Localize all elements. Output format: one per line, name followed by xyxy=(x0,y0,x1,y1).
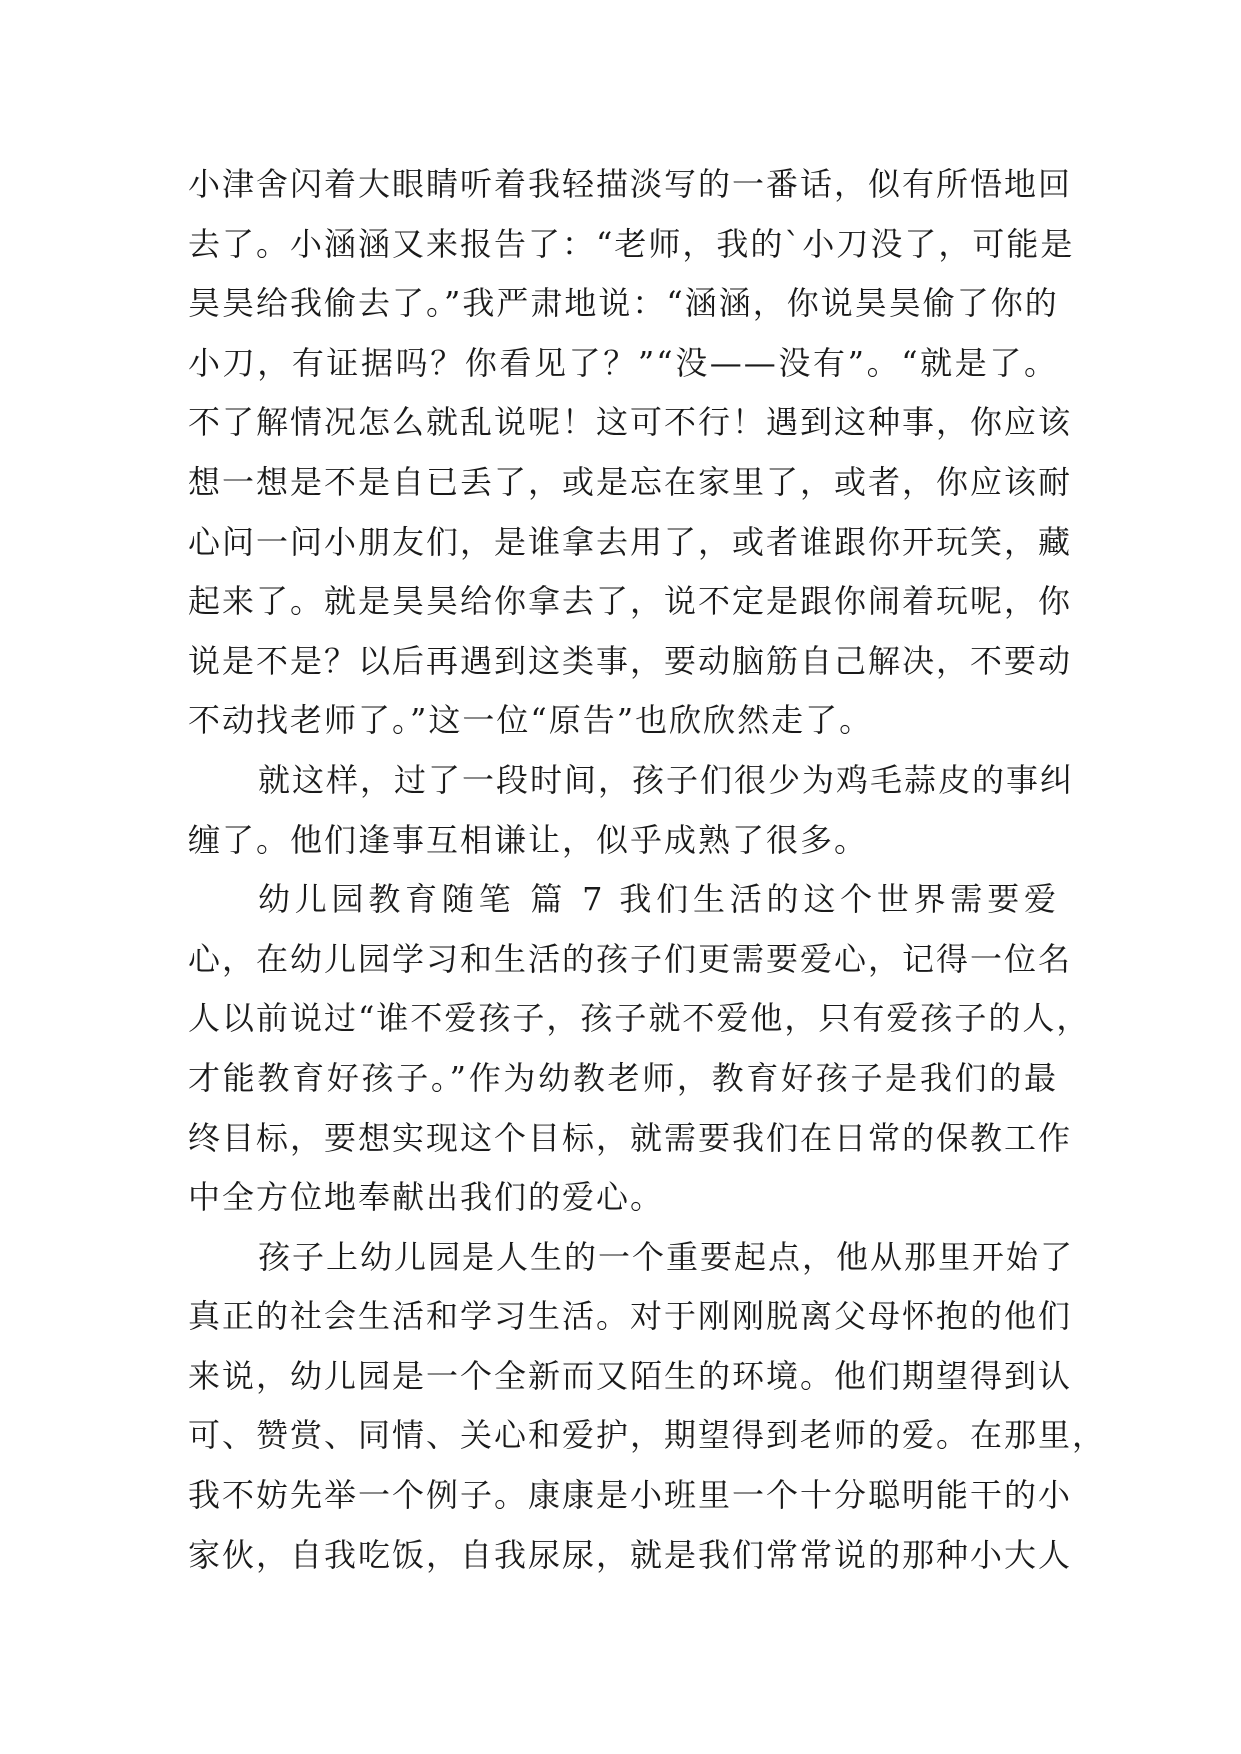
text-line: 就这样，过了一段时间，孩子们很少为鸡毛蒜皮的事纠 xyxy=(258,760,1075,799)
text-line: 孩子上幼儿园是人生的一个重要起点，他从那里开始了 xyxy=(258,1237,1075,1276)
text-line: 人以前说过“谁不爱孩子，孩子就不爱他，只有爱孩子的人， xyxy=(188,999,1091,1038)
text-line: 昊昊给我偷去了。”我严肃地说：“涵涵，你说昊昊偷了你的 xyxy=(188,284,1059,323)
text-line: 想一想是不是自已丢了，或是忘在家里了，或者，你应该耐 xyxy=(188,462,1073,501)
text-line: 家伙，自我吃饭，自我尿尿，就是我们常常说的那种小大人 xyxy=(188,1535,1073,1574)
text-line: 心，在幼儿园学习和生活的孩子们更需要爱心，记得一位名 xyxy=(188,939,1073,978)
text-line: 才能教育好孩子。”作为幼教老师，教育好孩子是我们的最 xyxy=(188,1058,1058,1097)
text-line: 缠了。他们逢事互相谦让，似乎成熟了很多。 xyxy=(188,820,869,859)
text-line: 不动找老师了。”这一位“原告”也欣欣然走了。 xyxy=(188,701,874,740)
text-line: 去了。小涵涵又来报告了：“老师，我的`小刀没了，可能是 xyxy=(188,224,1075,263)
body-text xyxy=(188,155,1107,1585)
text-line: 真正的社会生活和学习生活。对于刚刚脱离父母怀抱的他们 xyxy=(188,1297,1073,1336)
text-line: 中全方位地奉献出我们的爱心。 xyxy=(188,1178,665,1217)
text-line: 幼儿园教育随笔 篇 7 我们生活的这个世界需要爱 xyxy=(258,880,1058,919)
text-line: 小津舍闪着大眼睛听着我轻描淡写的一番话，似有所悟地回 xyxy=(188,165,1073,203)
text-line: 起来了。就是昊昊给你拿去了，说不定是跟你闹着玩呢，你 xyxy=(188,582,1073,621)
text-line: 小刀，有证据吗？你看见了？”“没——没有”。“就是了。 xyxy=(188,343,1058,382)
text-line: 不了解情况怎么就乱说呢！这可不行！遇到这种事，你应该 xyxy=(188,403,1073,442)
text-line: 来说，幼儿园是一个全新而又陌生的环境。他们期望得到认 xyxy=(188,1356,1073,1395)
text-line: 我不妨先举一个例子。康康是小班里一个十分聪明能干的小 xyxy=(188,1476,1073,1515)
text-line: 可、赞赏、同情、关心和爱护，期望得到老师的爱。在那里， xyxy=(188,1416,1107,1455)
text-line: 心问一问小朋友们，是谁拿去用了，或者谁跟你开玩笑，藏 xyxy=(188,522,1073,561)
text-line: 终目标，要想实现这个目标，就需要我们在日常的保教工作 xyxy=(188,1118,1073,1157)
text-line: 说是不是？以后再遇到这类事，要动脑筋自己解决，不要动 xyxy=(188,641,1073,680)
